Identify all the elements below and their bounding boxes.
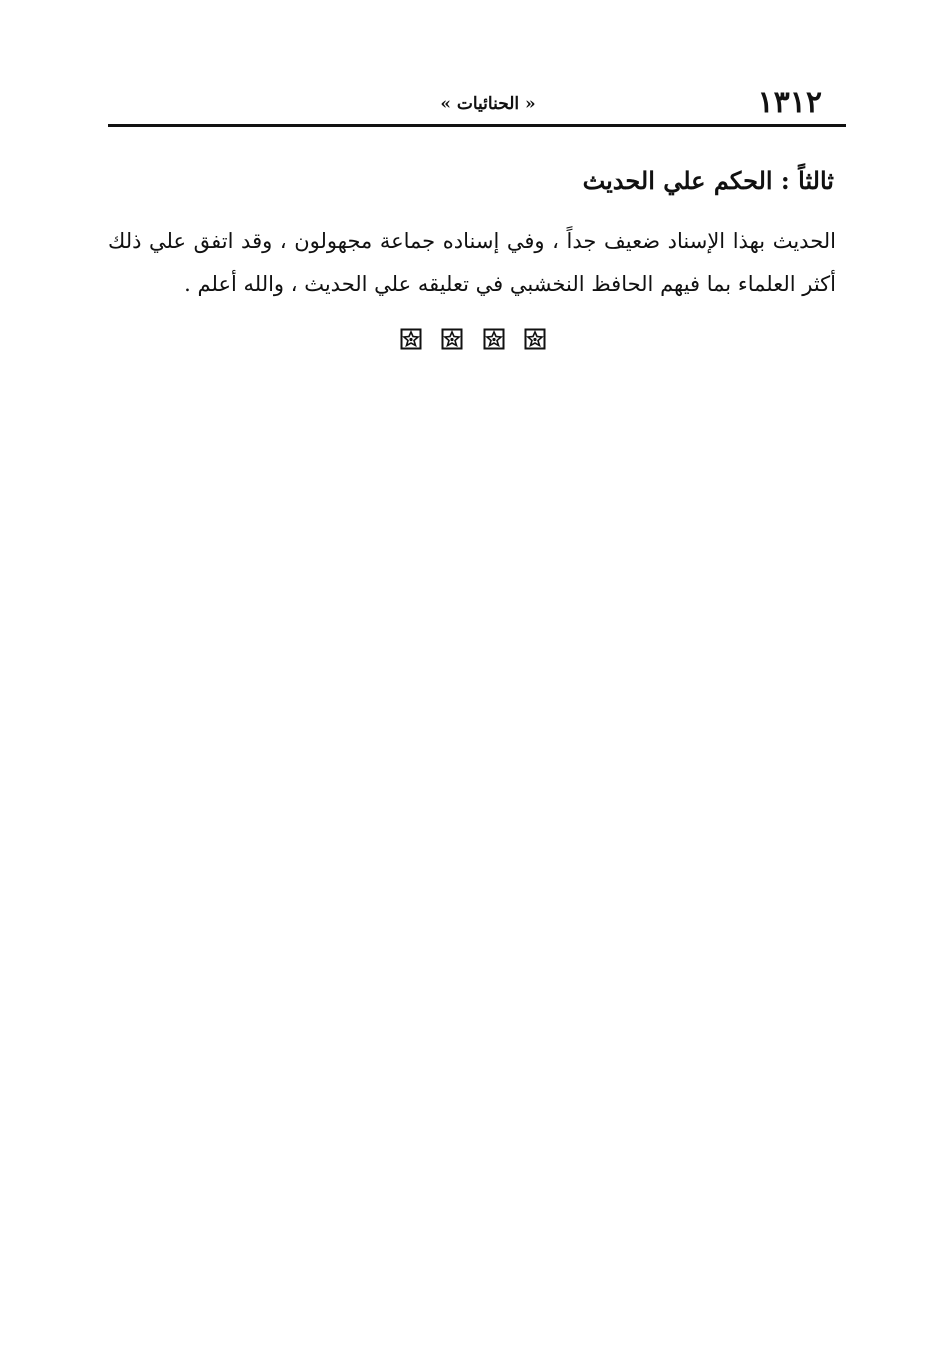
geometric-star-ornament-icon (441, 328, 463, 350)
section-heading: ثالثاً : الحكم علي الحديث (582, 166, 834, 195)
body-text (108, 220, 836, 306)
geometric-star-ornament-icon (400, 328, 422, 350)
running-header (108, 84, 846, 124)
geometric-star-ornament-icon (524, 328, 546, 350)
book-title: « الحنائيات » (440, 94, 536, 114)
header-rule (108, 124, 846, 127)
section-end-ornaments (400, 328, 546, 352)
body-paragraph: الحديث بهذا الإسناد ضعيف جداً ، وفي إسناده جماعة مجهولون ، وقد اتفق علي ذلك أكثر العلماء بما فيهم الحافظ النخشبي في تعليقه علي الحديث ، والله أعلم . (108, 229, 836, 296)
geometric-star-ornament-icon (483, 328, 505, 350)
page-number: ١٣١٢ (757, 85, 822, 120)
